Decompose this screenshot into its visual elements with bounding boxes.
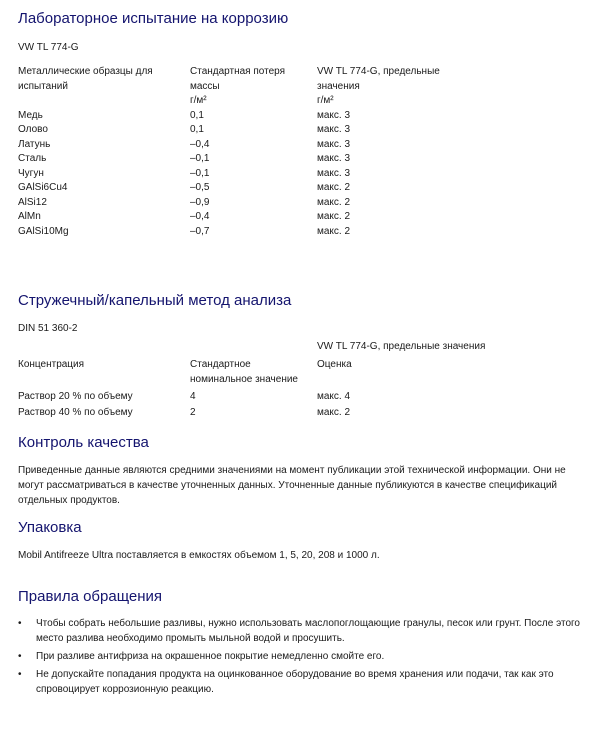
corrosion-metal: Чугун [18, 168, 44, 179]
corrosion-header-metal: Металлические образцы для испытаний [18, 66, 153, 92]
corrosion-loss: –0,5 [190, 182, 210, 193]
corrosion-loss: –0,1 [190, 153, 210, 164]
corrosion-limit: макс. 2 [317, 182, 351, 193]
list-item-text: При разливе антифриза на окрашенное покрытие немедленно смойте его. [36, 651, 385, 662]
packaging-title: Упаковка [18, 519, 82, 536]
chip-rating: макс. 4 [317, 391, 351, 402]
corrosion-title: Лабораторное испытание на коррозию [18, 10, 289, 27]
corrosion-metal: GAlSi10Mg [18, 226, 69, 237]
corrosion-limit: макс. 3 [317, 110, 351, 121]
chip-header-rating: Оценка [317, 359, 352, 370]
chip-header-concentration: Концентрация [18, 359, 85, 370]
chip-concentration: Раствор 20 % по объему [18, 391, 133, 402]
corrosion-loss: –0,4 [190, 139, 210, 150]
corrosion-metal: GAlSi6Cu4 [18, 182, 68, 193]
corrosion-loss: –0,9 [190, 197, 210, 208]
corrosion-header-loss: Стандартная потеря массы [190, 66, 286, 92]
corrosion-header-loss-unit: г/м² [190, 95, 207, 106]
list-item [18, 649, 598, 664]
corrosion-metal: Латунь [18, 139, 51, 150]
packaging-text: Mobil Antifreeze Ultra поставляется в емкостях объемом 1, 5, 20, 208 и 1000 л. [18, 550, 380, 561]
corrosion-metal: AlMn [18, 211, 41, 222]
corrosion-limit: макс. 2 [317, 226, 351, 237]
chip-nominal: 4 [190, 391, 196, 402]
corrosion-metal: AlSi12 [18, 197, 47, 208]
corrosion-limit: макс. 3 [317, 124, 351, 135]
bullet-icon: • [18, 669, 22, 680]
corrosion-standard: VW TL 774-G [18, 42, 79, 53]
chip-nominal: 2 [190, 407, 196, 418]
corrosion-metal: Олово [18, 124, 48, 135]
quality-title: Контроль качества [18, 434, 149, 451]
corrosion-limit: макс. 3 [317, 139, 351, 150]
chip-rating: макс. 2 [317, 407, 351, 418]
chip-limit-header: VW TL 774-G, предельные значения [317, 341, 486, 352]
corrosion-limit: макс. 2 [317, 211, 351, 222]
bullet-icon: • [18, 618, 22, 629]
list-item [18, 616, 598, 646]
corrosion-loss: –0,7 [190, 226, 210, 237]
corrosion-metal: Медь [18, 110, 43, 121]
handling-title: Правила обращения [18, 588, 162, 605]
corrosion-loss: 0,1 [190, 124, 204, 135]
chip-header-nominal: Стандартное номинальное значение [190, 359, 298, 385]
quality-text: Приведенные данные являются средними значениями на момент публикации этой технической информации. Они не могут рассматриваться в качестве уточненных данных. Уточненные данные публикуются в качестве спецификаций отдельных продуктов. [18, 465, 566, 506]
corrosion-loss: –0,4 [190, 211, 210, 222]
list-item [18, 667, 598, 697]
chip-title: Стружечный/капельный метод анализа [18, 292, 292, 309]
bullet-icon: • [18, 651, 22, 662]
handling-list [18, 616, 598, 700]
corrosion-limit: макс. 3 [317, 168, 351, 179]
corrosion-header-limit-unit: г/м² [317, 95, 334, 106]
corrosion-header-limit: VW TL 774-G, предельные значения [317, 66, 440, 92]
chip-standard: DIN 51 360-2 [18, 323, 78, 334]
corrosion-limit: макс. 3 [317, 153, 351, 164]
corrosion-loss: –0,1 [190, 168, 210, 179]
corrosion-limit: макс. 2 [317, 197, 351, 208]
list-item-text: Чтобы собрать небольшие разливы, нужно использовать маслопоглощающие гранулы, песок или грунт. После этого место разлива необходимо промыть мыльной водой и просушить. [36, 618, 580, 644]
corrosion-loss: 0,1 [190, 110, 204, 121]
list-item-text: Не допускайте попадания продукта на оцинкованное оборудование во время хранения или подачи, так как это спровоцирует коррозионную реакцию. [36, 669, 554, 695]
chip-concentration: Раствор 40 % по объему [18, 407, 133, 418]
corrosion-metal: Сталь [18, 153, 47, 164]
